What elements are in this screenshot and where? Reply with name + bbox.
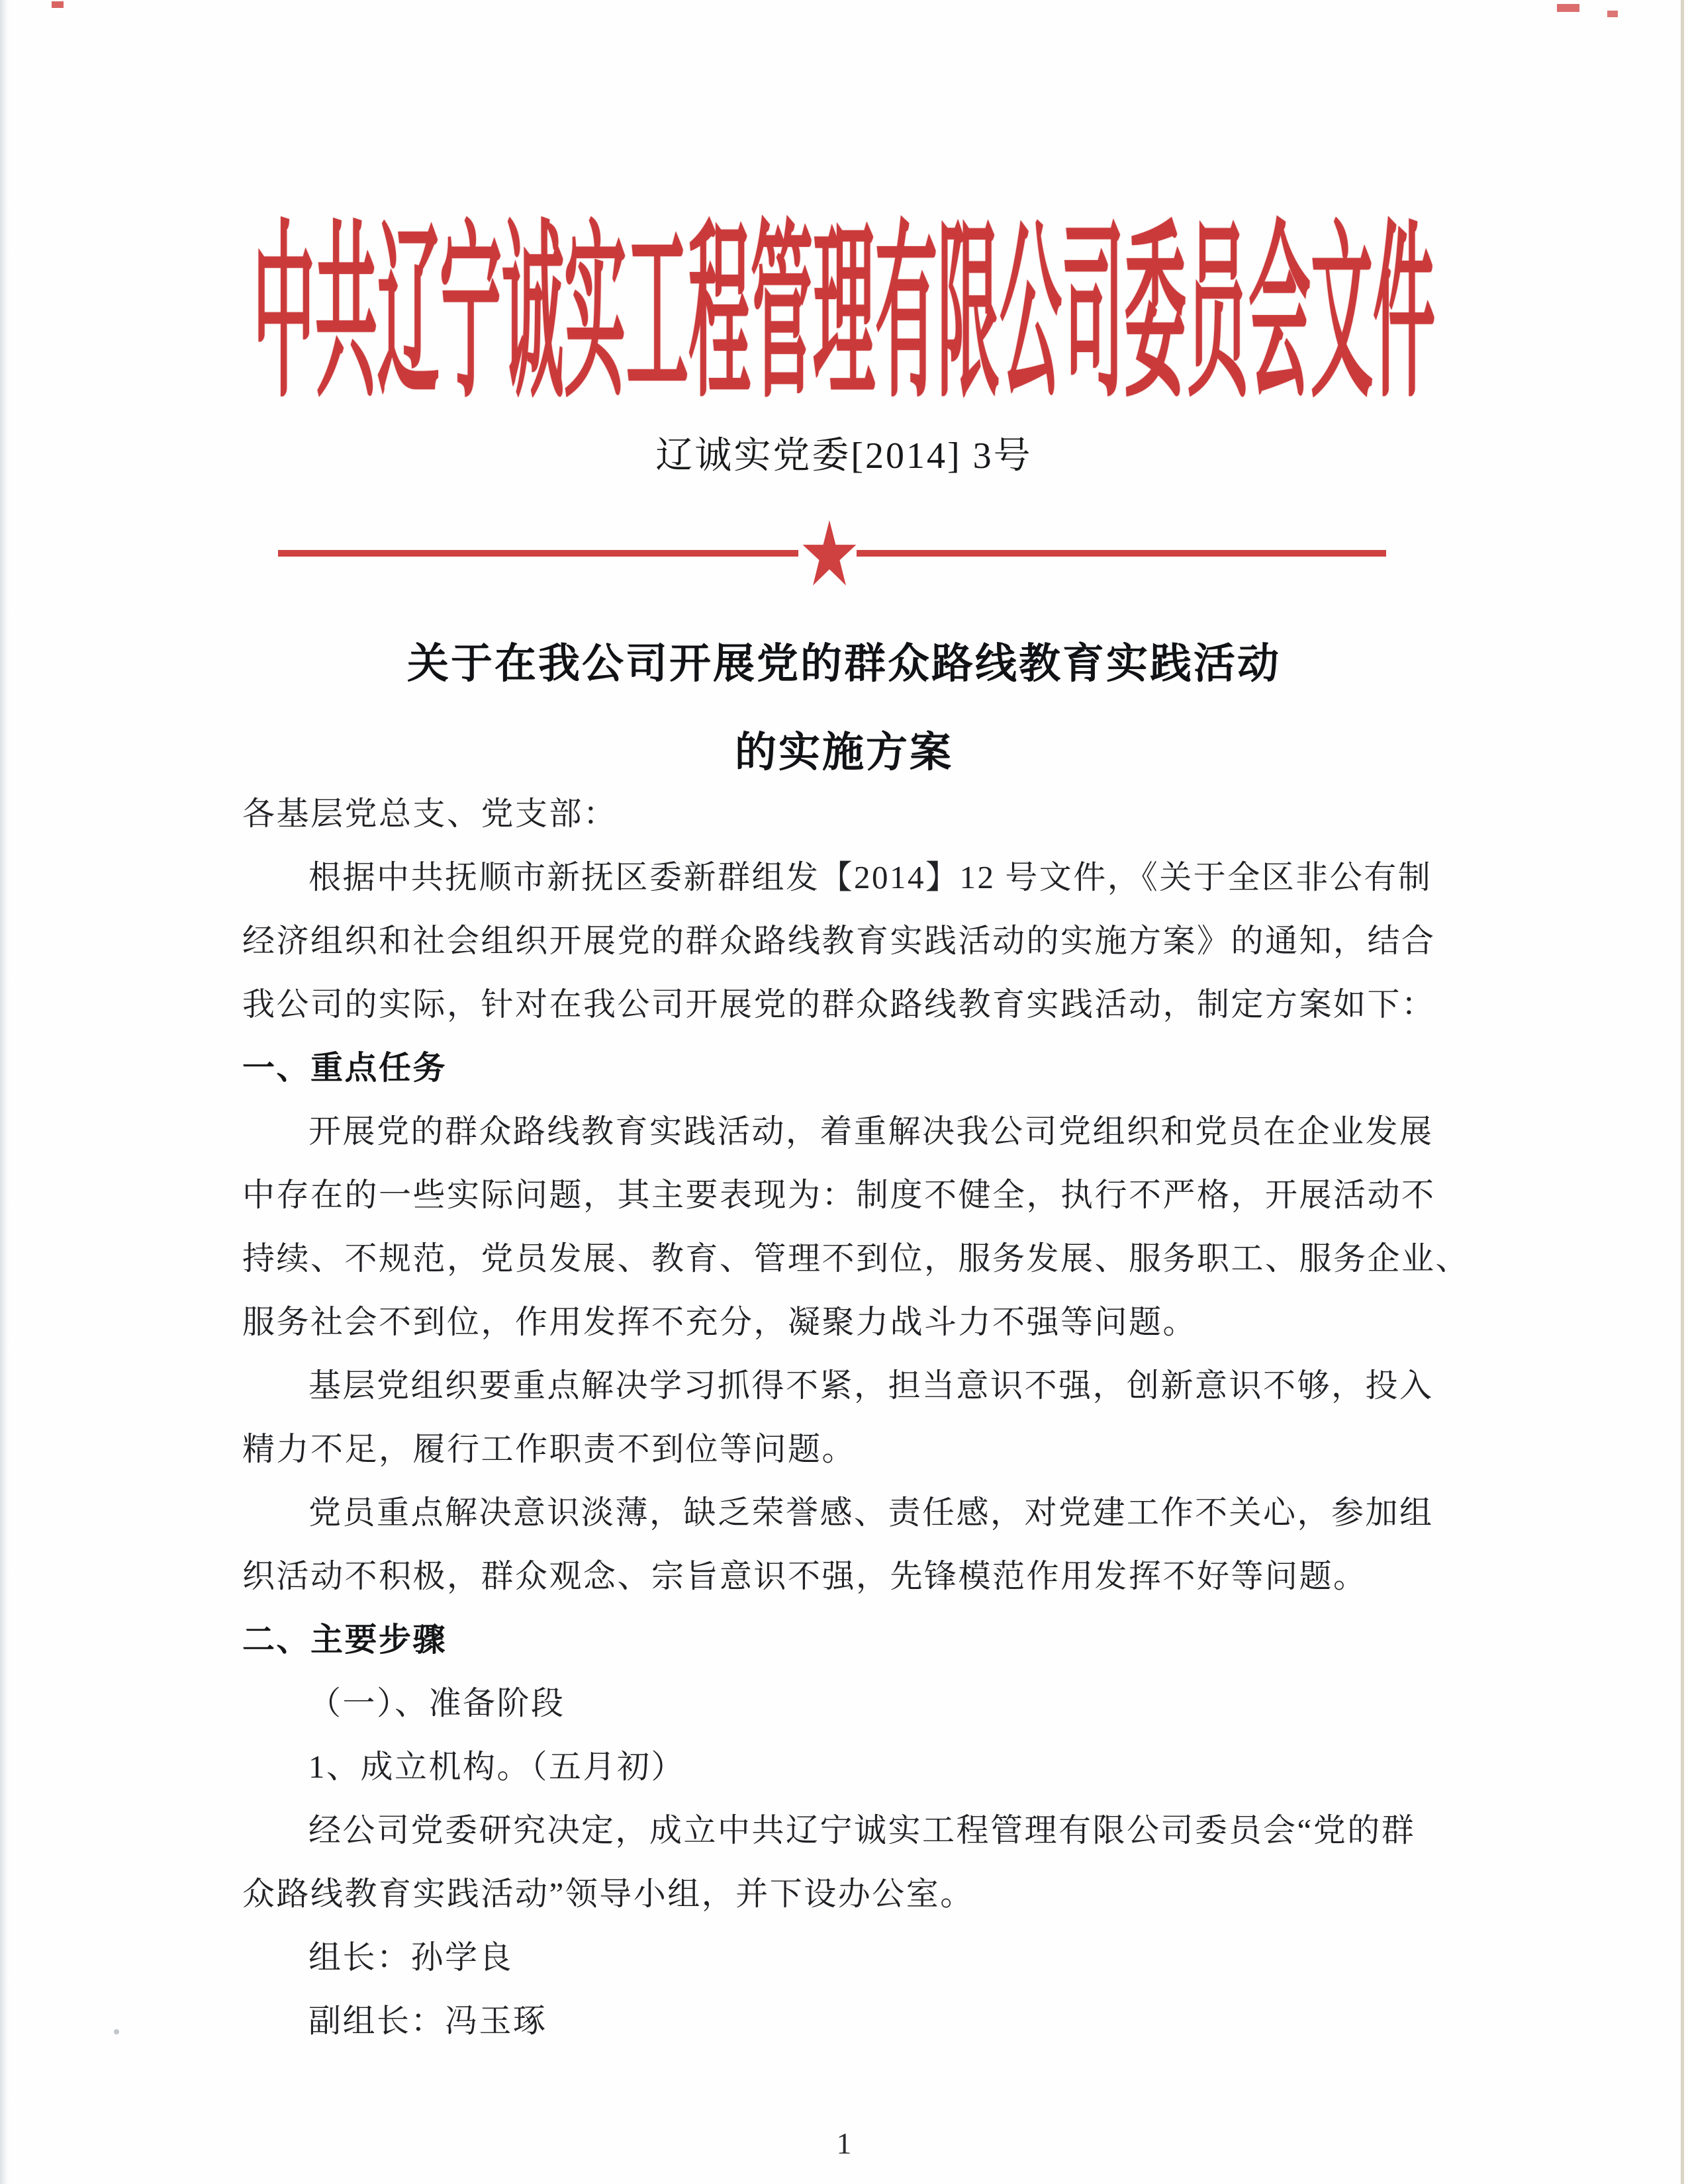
star-icon — [801, 520, 858, 590]
body-line: 1、成立机构。（五月初） — [308, 1749, 686, 1785]
body-line: 副组长：冯玉琢 — [308, 2003, 547, 2039]
body-line: 精力不足，履行工作职责不到位等问题。 — [242, 1431, 857, 1467]
red-divider-line-right — [857, 550, 1386, 557]
body-line: 一、重点任务 — [242, 1050, 447, 1086]
body-line: 经公司党委研究决定，成立中共辽宁诚实工程管理有限公司委员会“党的群 — [308, 1812, 1416, 1848]
body-line: 我公司的实际，针对在我公司开展党的群众路线教育实践活动，制定方案如下： — [242, 986, 1436, 1023]
scan-edge-left — [0, 0, 9, 2184]
doc-title-line1: 关于在我公司开展党的群众路线教育实践活动 — [407, 641, 1281, 687]
scan-speck — [1607, 11, 1618, 17]
body-line: 组长：孙学良 — [308, 1939, 514, 1976]
body-line: 二、主要步骤 — [242, 1621, 447, 1658]
doc-title-line2: 的实施方案 — [735, 729, 953, 776]
org-title-text: 中共辽宁诚实工程管理有限公司委员会文件 — [252, 210, 1435, 421]
body-line: 开展党的群众路线教育实践活动，着重解决我公司党组织和党员在企业发展 — [308, 1113, 1434, 1150]
body-line: 党员重点解决意识淡薄，缺乏荣誉感、责任感，对党建工作不关心，参加组 — [308, 1494, 1434, 1531]
body-line: 织活动不积极，群众观念、宗旨意识不强，先锋模范作用发挥不好等问题。 — [242, 1558, 1368, 1594]
body-line: 持续、不规范，党员发展、教育、管理不到位，服务发展、服务职工、服务企业、 — [242, 1240, 1470, 1277]
scan-speck — [114, 2029, 119, 2034]
scan-speck — [1557, 4, 1579, 12]
body-line: 基层党组织要重点解决学习抓得不紧，担当意识不强，创新意识不够，投入 — [308, 1367, 1434, 1404]
body-line: 中存在的一些实际问题，其主要表现为：制度不健全，执行不严格，开展活动不 — [242, 1177, 1436, 1213]
body-line: （一）、准备阶段 — [308, 1685, 565, 1721]
scan-edge-right — [1681, 0, 1684, 2184]
doc-number: 辽诚实党委[2014] 3号 — [655, 435, 1033, 477]
body-line: 服务社会不到位，作用发挥不充分，凝聚力战斗力不强等问题。 — [242, 1304, 1197, 1340]
body-line: 根据中共抚顺市新抚区委新群组发【2014】12 号文件，《关于全区非公有制 — [308, 859, 1432, 895]
body-text — [242, 782, 1474, 2053]
body-line: 经济组织和社会组织开展党的群众路线教育实践活动的实施方案》的通知，结合 — [242, 923, 1436, 959]
body-line: 各基层党总支、党支部： — [242, 796, 618, 832]
body-line: 众路线教育实践活动”领导小组，并下设办公室。 — [242, 1876, 974, 1912]
page-number: 1 — [836, 2126, 852, 2160]
red-divider-line-left — [278, 550, 798, 557]
scan-speck — [52, 1, 64, 8]
red-header-title — [182, 193, 1506, 421]
